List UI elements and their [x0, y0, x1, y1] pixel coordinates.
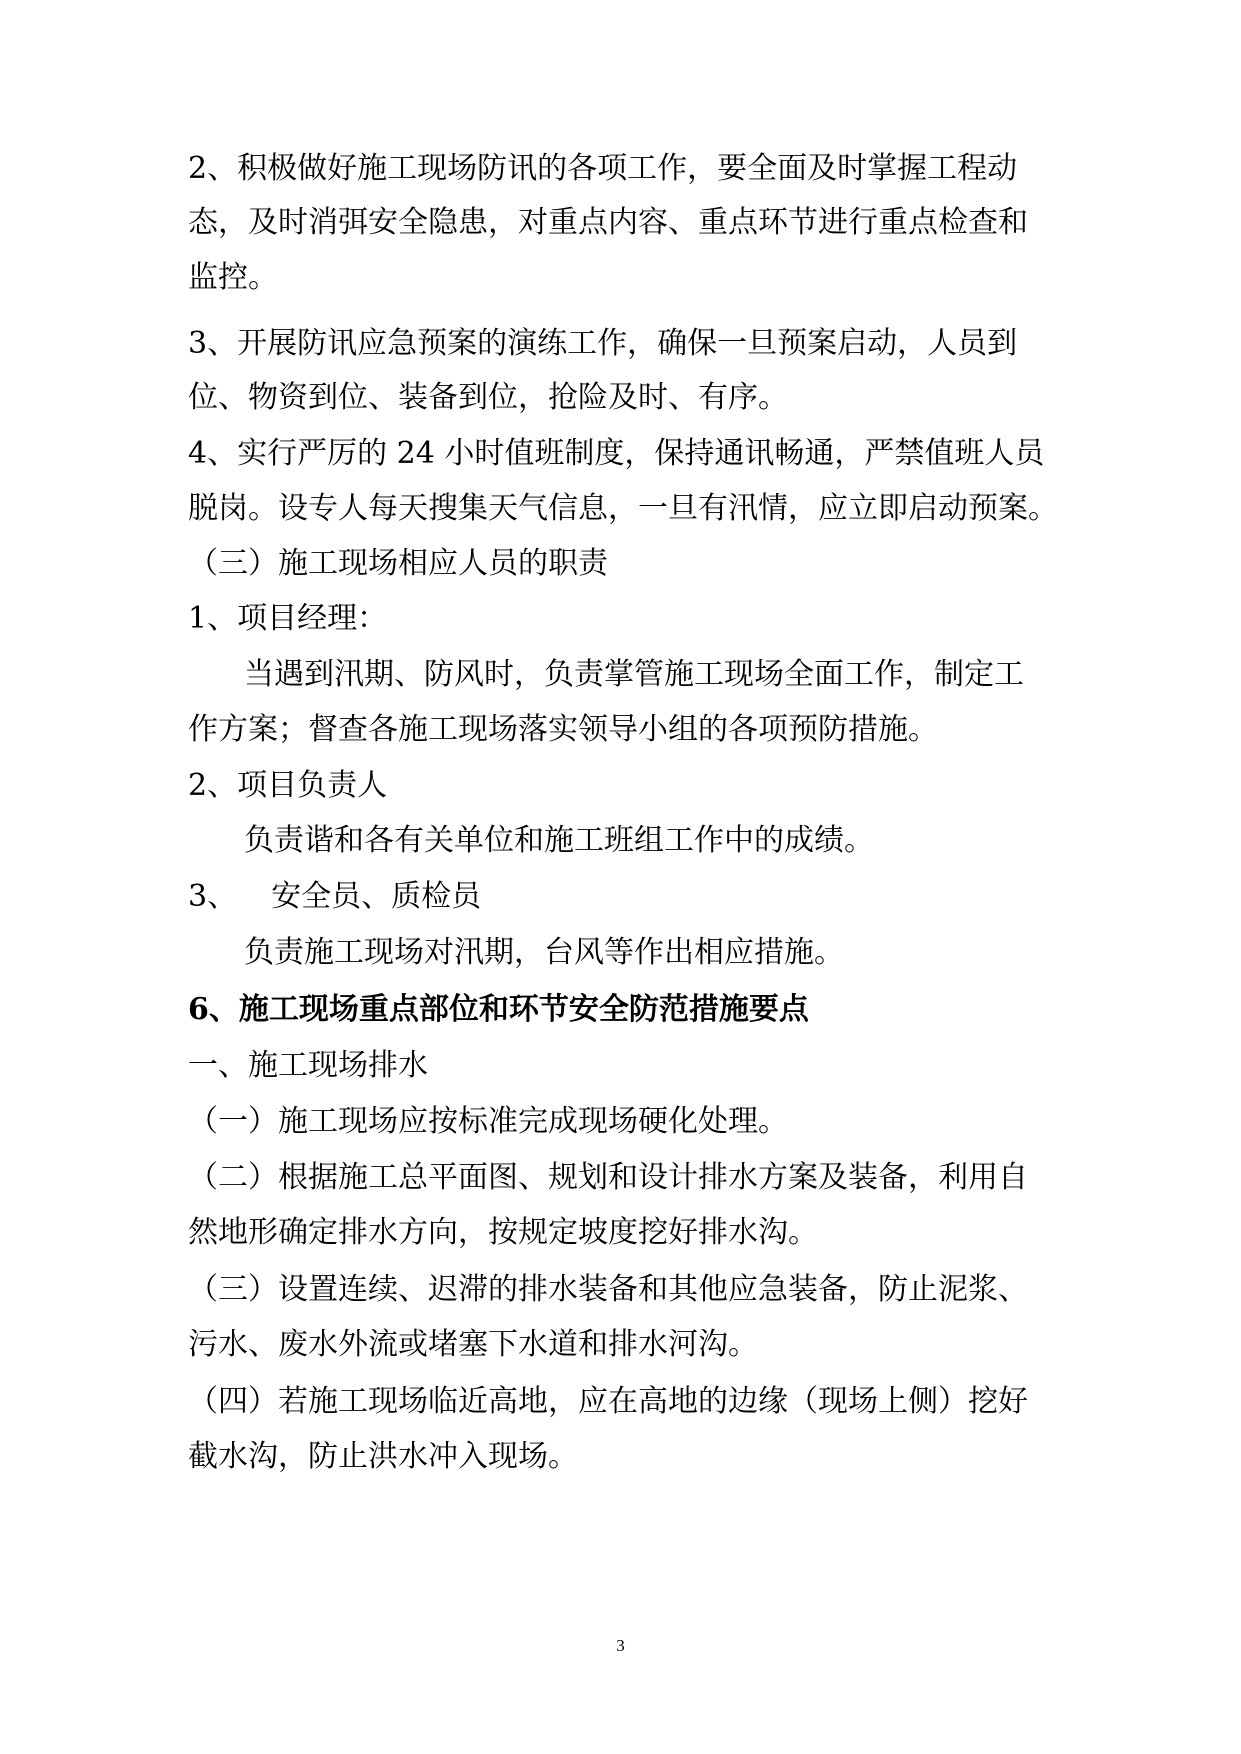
text-line: 位、物资到位、装备到位，抢险及时、有序。	[188, 380, 788, 415]
section-heading: 6、施工现场重点部位和环节安全防范措施要点	[188, 992, 809, 1027]
text-line: 3、开展防讯应急预案的演练工作，确保一旦预案启动，人员到	[188, 326, 1018, 361]
page-number: 3	[616, 1636, 625, 1655]
text-line: （三）设置连续、迟滞的排水装备和其他应急装备，防止泥浆、	[188, 1272, 1028, 1307]
text-line: 4、实行严厉的 24 小时值班制度，保持通讯畅通，严禁值班人员	[188, 436, 1045, 471]
text-line: 1、项目经理：	[188, 601, 388, 636]
text-line: 脱岗。设专人每天搜集天气信息，一旦有汛情，应立即启动预案。	[188, 491, 1058, 526]
text-line: 监控。	[188, 260, 278, 295]
text-line: 态，及时消弭安全隐患，对重点内容、重点环节进行重点检查和	[188, 205, 1028, 240]
section-heading: （三）施工现场相应人员的职责	[188, 546, 608, 581]
text-line: 截水沟，防止洪水冲入现场。	[188, 1439, 578, 1474]
text-line: 然地形确定排水方向，按规定坡度挖好排水沟。	[188, 1215, 818, 1250]
text-line: 作方案；督查各施工现场落实领导小组的各项预防措施。	[188, 712, 938, 747]
text-line: 2、项目负责人	[188, 768, 388, 803]
list-item-text: 安全员、质检员	[271, 879, 482, 914]
text-line: 当遇到汛期、防风时，负责掌管施工现场全面工作，制定工	[244, 657, 1024, 692]
list-number: 3、	[188, 879, 238, 914]
text-line: （四）若施工现场临近高地，应在高地的边缘（现场上侧）挖好	[188, 1384, 1028, 1419]
subsection-heading: 一、施工现场排水	[188, 1048, 428, 1083]
text-line: 负责谐和各有关单位和施工班组工作中的成绩。	[244, 823, 874, 858]
text-line: （二）根据施工总平面图、规划和设计排水方案及装备，利用自	[188, 1160, 1028, 1195]
text-line: （一）施工现场应按标准完成现场硬化处理。	[188, 1104, 788, 1139]
text-line: 污水、废水外流或堵塞下水道和排水河沟。	[188, 1327, 758, 1362]
text-line: 2、积极做好施工现场防讯的各项工作，要全面及时掌握工程动	[188, 151, 1018, 186]
text-line: 负责施工现场对汛期，台风等作出相应措施。	[244, 935, 844, 970]
text-line	[188, 877, 481, 917]
